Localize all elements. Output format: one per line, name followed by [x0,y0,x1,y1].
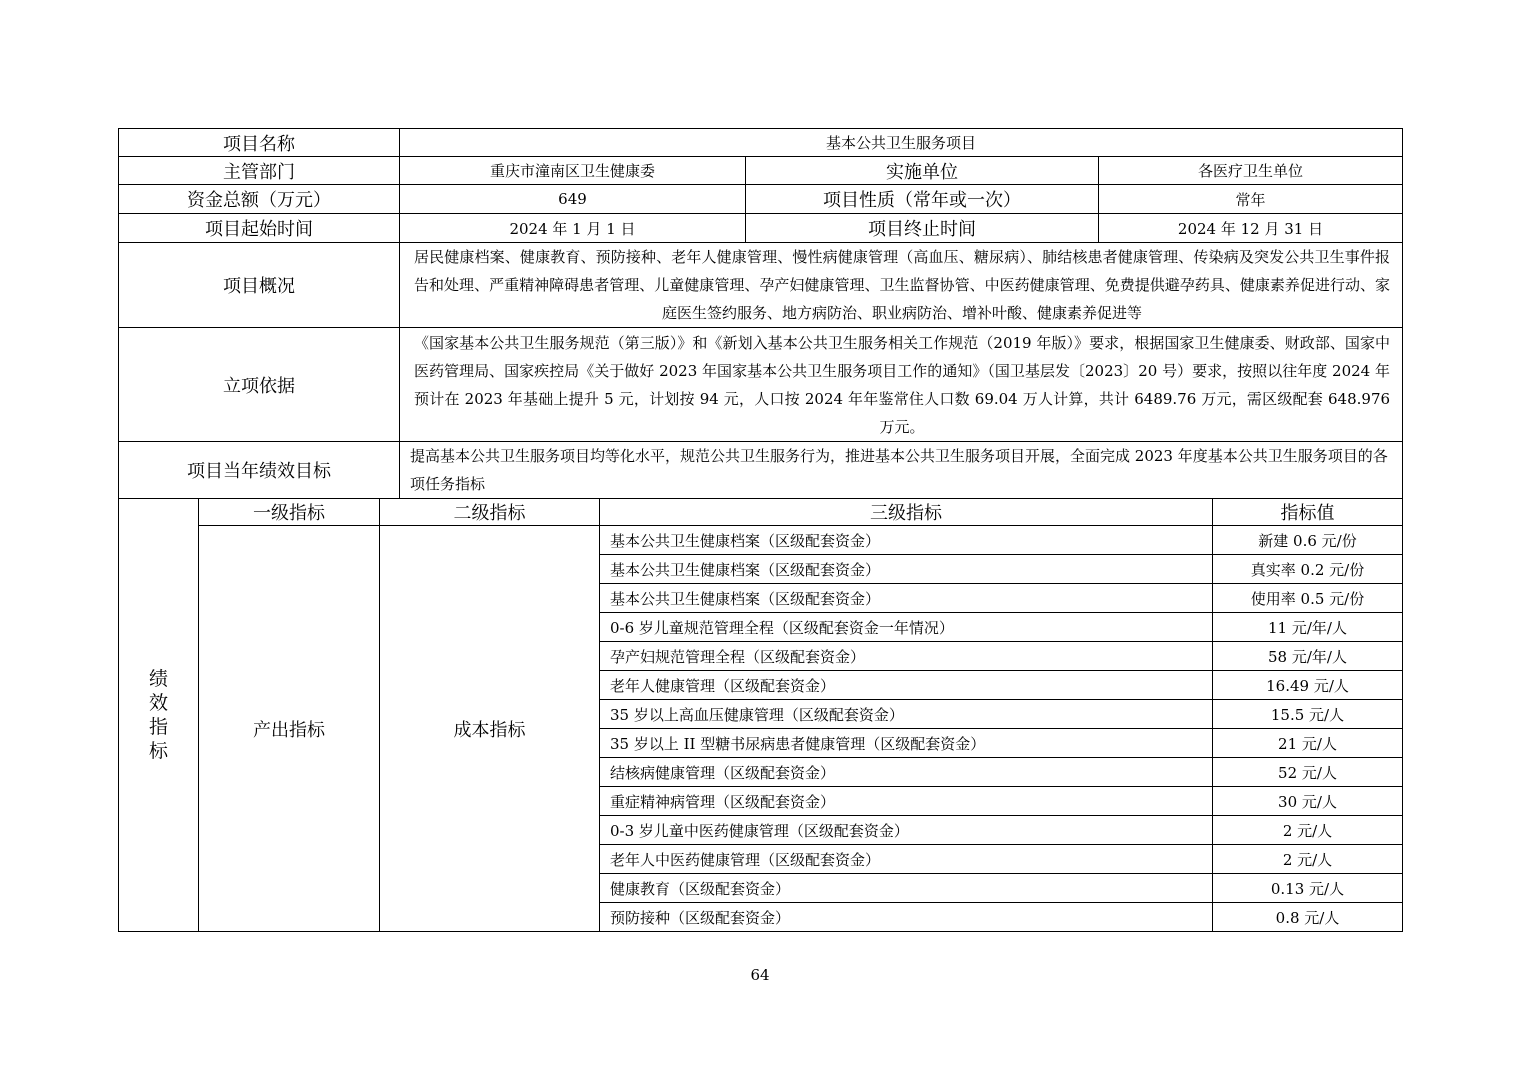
level3-indicator-name: 预防接种（区级配套资金） [600,903,1213,932]
header-value: 指标值 [1213,499,1403,526]
overview-row [119,243,1403,328]
level3-indicator-name: 0-3 岁儿童中医药健康管理（区级配套资金） [600,816,1213,845]
indicator-value: 11 元/年/人 [1213,613,1403,642]
level3-indicator-name: 结核病健康管理（区级配套资金） [600,758,1213,787]
level3-indicator-name: 35 岁以上高血压健康管理（区级配套资金） [600,700,1213,729]
project-name-row [119,129,1403,157]
section-label-vertical [119,499,199,932]
header-level1: 一级指标 [199,499,380,526]
overview-label: 项目概况 [119,243,400,328]
project-name-label: 项目名称 [119,129,400,157]
level3-indicator-name: 孕产妇规范管理全程（区级配套资金） [600,642,1213,671]
overview-text: 居民健康档案、健康教育、预防接种、老年人健康管理、慢性病健康管理（高血压、糖尿病）、肺结核患者健康管理、传染病及突发公共卫生事件报告和处理、严重精神障碍患者管理、儿童健康管理、孕产妇健康管理、卫生监督协管、中医药健康管理、免费提供避孕药具、健康素养促进行动、家庭医生签约服务、地方病防治、职业病防治、增补叶酸、健康素养促进等 [400,243,1403,328]
level1-indicator: 产出指标 [199,526,380,932]
level3-indicator-name: 基本公共卫生健康档案（区级配套资金） [600,555,1213,584]
indicator-row [119,526,1403,555]
performance-indicator-table [118,498,1403,932]
project-name-value: 基本公共卫生服务项目 [400,129,1403,157]
indicator-value: 真实率 0.2 元/份 [1213,555,1403,584]
indicator-value: 30 元/人 [1213,787,1403,816]
start-time-label: 项目起始时间 [119,214,400,243]
indicator-value: 2 元/人 [1213,816,1403,845]
level3-indicator-name: 重症精神病管理（区级配套资金） [600,787,1213,816]
indicator-value: 16.49 元/人 [1213,671,1403,700]
level3-indicator-name: 老年人健康管理（区级配套资金） [600,671,1213,700]
level3-indicator-name: 老年人中医药健康管理（区级配套资金） [600,845,1213,874]
fund-row [119,185,1403,214]
basis-text: 《国家基本公共卫生服务规范（第三版）》和《新划入基本公共卫生服务相关工作规范（2019 年版）》要求，根据国家卫生健康委、财政部、国家中医药管理局、国家疾控局《关于做好 2023 年国家基本公共卫生服务项目工作的通知》（国卫基层发〔2023〕20 号）要求，按照以往年度 2024 年预计在 2023 年基础上提升 5 元，计划按 94 元，人口按 2024 年年鉴常住人口数 69.04 万人计算，共计 6489.76 万元，需区级配套 648.976 万元。 [400,328,1403,442]
indicator-value: 0.8 元/人 [1213,903,1403,932]
indicator-header-row [119,499,1403,526]
indicator-value: 2 元/人 [1213,845,1403,874]
level3-indicator-name: 0-6 岁儿童规范管理全程（区级配套资金一年情况） [600,613,1213,642]
page-number: 64 [750,966,770,984]
header-level2: 二级指标 [380,499,600,526]
indicator-value: 15.5 元/人 [1213,700,1403,729]
indicator-value: 新建 0.6 元/份 [1213,526,1403,555]
goal-row [119,442,1403,499]
section-label-char: 指 [148,716,168,738]
basis-label: 立项依据 [119,328,400,442]
department-value: 重庆市潼南区卫生健康委 [400,157,746,185]
goal-label: 项目当年绩效目标 [119,442,400,499]
level3-indicator-name: 基本公共卫生健康档案（区级配套资金） [600,526,1213,555]
level3-indicator-name: 35 岁以上 II 型糖书尿病患者健康管理（区级配套资金） [600,729,1213,758]
project-info-table [118,128,1403,499]
level3-indicator-name: 健康教育（区级配套资金） [600,874,1213,903]
section-label-char: 效 [148,692,168,714]
department-label: 主管部门 [119,157,400,185]
goal-text: 提高基本公共卫生服务项目均等化水平，规范公共卫生服务行为，推进基本公共卫生服务项目开展，全面完成 2023 年度基本公共卫生服务项目的各项任务指标 [400,442,1403,499]
indicator-value: 21 元/人 [1213,729,1403,758]
department-row [119,157,1403,185]
indicator-value: 使用率 0.5 元/份 [1213,584,1403,613]
end-time-value: 2024 年 12 月 31 日 [1099,214,1403,243]
implementing-unit-value: 各医疗卫生单位 [1099,157,1403,185]
section-label-char: 标 [148,740,168,762]
level2-indicator: 成本指标 [380,526,600,932]
indicator-value: 58 元/年/人 [1213,642,1403,671]
indicator-value: 52 元/人 [1213,758,1403,787]
basis-row [119,328,1403,442]
implementing-unit-label: 实施单位 [746,157,1099,185]
project-nature-value: 常年 [1099,185,1403,214]
end-time-label: 项目终止时间 [746,214,1099,243]
indicator-value: 0.13 元/人 [1213,874,1403,903]
header-level3: 三级指标 [600,499,1213,526]
section-label-char: 绩 [148,668,168,690]
fund-total-value: 649 [400,185,746,214]
level3-indicator-name: 基本公共卫生健康档案（区级配套资金） [600,584,1213,613]
period-row [119,214,1403,243]
project-nature-label: 项目性质（常年或一次） [746,185,1099,214]
start-time-value: 2024 年 1 月 1 日 [400,214,746,243]
fund-total-label: 资金总额（万元） [119,185,400,214]
